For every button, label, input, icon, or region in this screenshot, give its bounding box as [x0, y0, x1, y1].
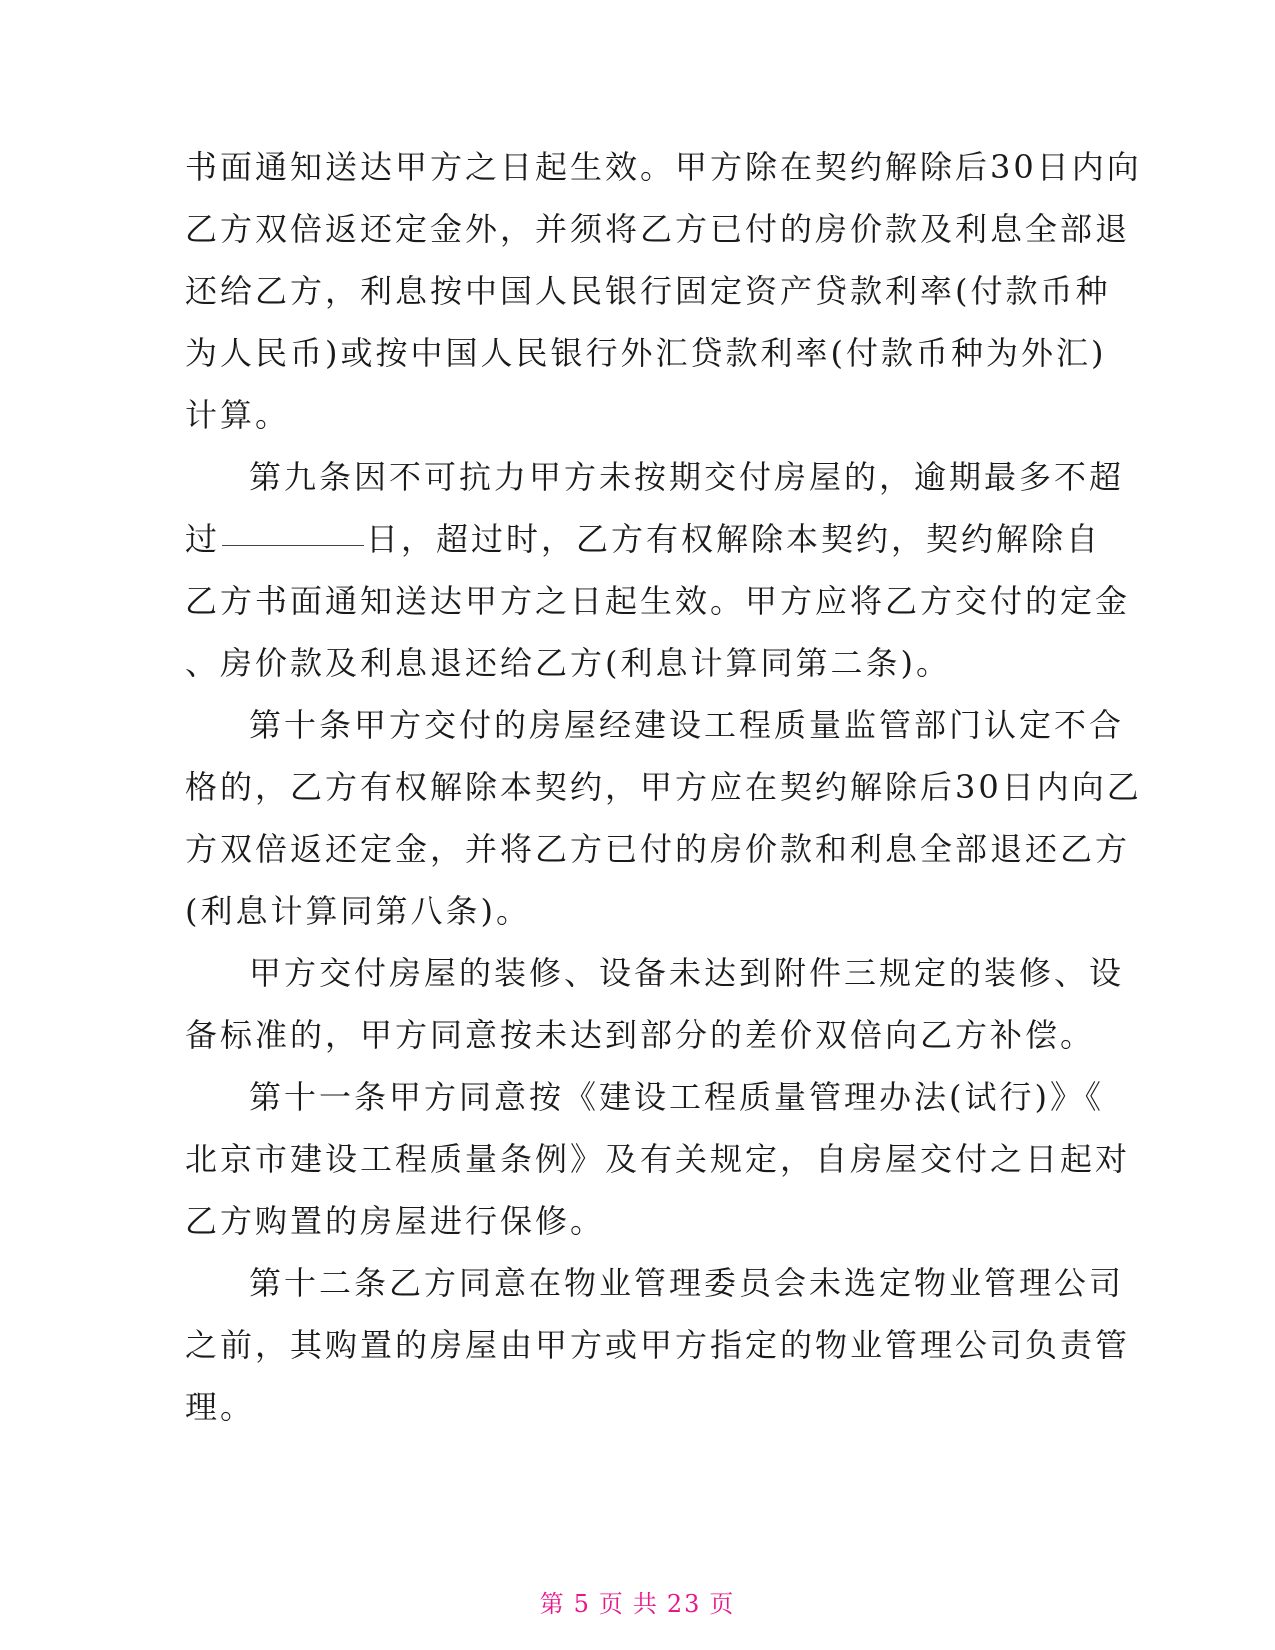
paragraph-article-10	[185, 694, 1142, 942]
total-page-count: 23	[666, 1590, 702, 1618]
fill-in-blank	[222, 545, 364, 546]
page-label: 页	[598, 1590, 625, 1618]
text-line: 之前，其购置的房屋由甲方或甲方指定的物业管理公司负责管	[185, 1326, 1131, 1364]
text-line: (利息计算同第八条)。	[185, 892, 531, 930]
text-line: 乙方书面通知送达甲方之日起生效。甲方应将乙方交付的定金	[185, 582, 1131, 620]
text-line: 方双倍返还定金，并将乙方已付的房价款和利息全部退还乙方	[185, 830, 1131, 868]
text-line: 、房价款及利息退还给乙方(利息计算同第二条)。	[185, 644, 951, 682]
paragraph-article-9	[185, 446, 1131, 694]
text-line: 北京市建设工程质量条例》及有关规定，自房屋交付之日起对	[185, 1140, 1131, 1178]
paragraph-article-12	[185, 1252, 1131, 1438]
document-body	[185, 136, 1142, 1438]
text-line: 第十二条乙方同意在物业管理委员会未选定物业管理公司	[249, 1264, 1125, 1302]
text-line: 书面通知送达甲方之日起生效。甲方除在契约解除后30日内向	[185, 148, 1142, 186]
text-line: 第十条甲方交付的房屋经建设工程质量监管部门认定不合	[249, 706, 1125, 744]
page-prefix: 第	[539, 1590, 566, 1618]
text-line: 为人民币)或按中国人民银行外汇贷款利率(付款币种为外汇)	[185, 334, 1107, 372]
text-line: 乙方双倍返还定金外，并须将乙方已付的房价款及利息全部退	[185, 210, 1131, 248]
text-segment: 过	[185, 520, 221, 558]
text-line: 备标准的，甲方同意按未达到部分的差价双倍向乙方补偿。	[185, 1016, 1096, 1054]
current-page-number: 5	[573, 1590, 591, 1618]
total-prefix: 共	[632, 1590, 659, 1618]
text-line: 计算。	[185, 396, 291, 434]
text-line: 甲方交付房屋的装修、设备未达到附件三规定的装修、设	[249, 954, 1125, 992]
text-line: 理。	[185, 1388, 256, 1426]
text-segment: 日，超过时，乙方有权解除本契约，契约解除自	[366, 520, 1102, 558]
text-line: 还给乙方，利息按中国人民银行固定资产贷款利率(付款币种	[185, 272, 1111, 310]
text-line: 乙方购置的房屋进行保修。	[185, 1202, 606, 1240]
paragraph-1	[185, 136, 1142, 446]
paragraph-decoration-standard	[185, 942, 1125, 1066]
text-line: 第十一条甲方同意按《建设工程质量管理办法(试行)》《	[249, 1078, 1104, 1116]
text-line-with-blank	[185, 508, 1102, 570]
total-suffix: 页	[709, 1590, 736, 1618]
paragraph-article-11	[185, 1066, 1131, 1252]
text-line: 第九条因不可抗力甲方未按期交付房屋的，逾期最多不超	[249, 458, 1125, 496]
page-number-footer	[0, 1584, 1275, 1619]
text-line: 格的，乙方有权解除本契约，甲方应在契约解除后30日内向乙	[185, 768, 1142, 806]
